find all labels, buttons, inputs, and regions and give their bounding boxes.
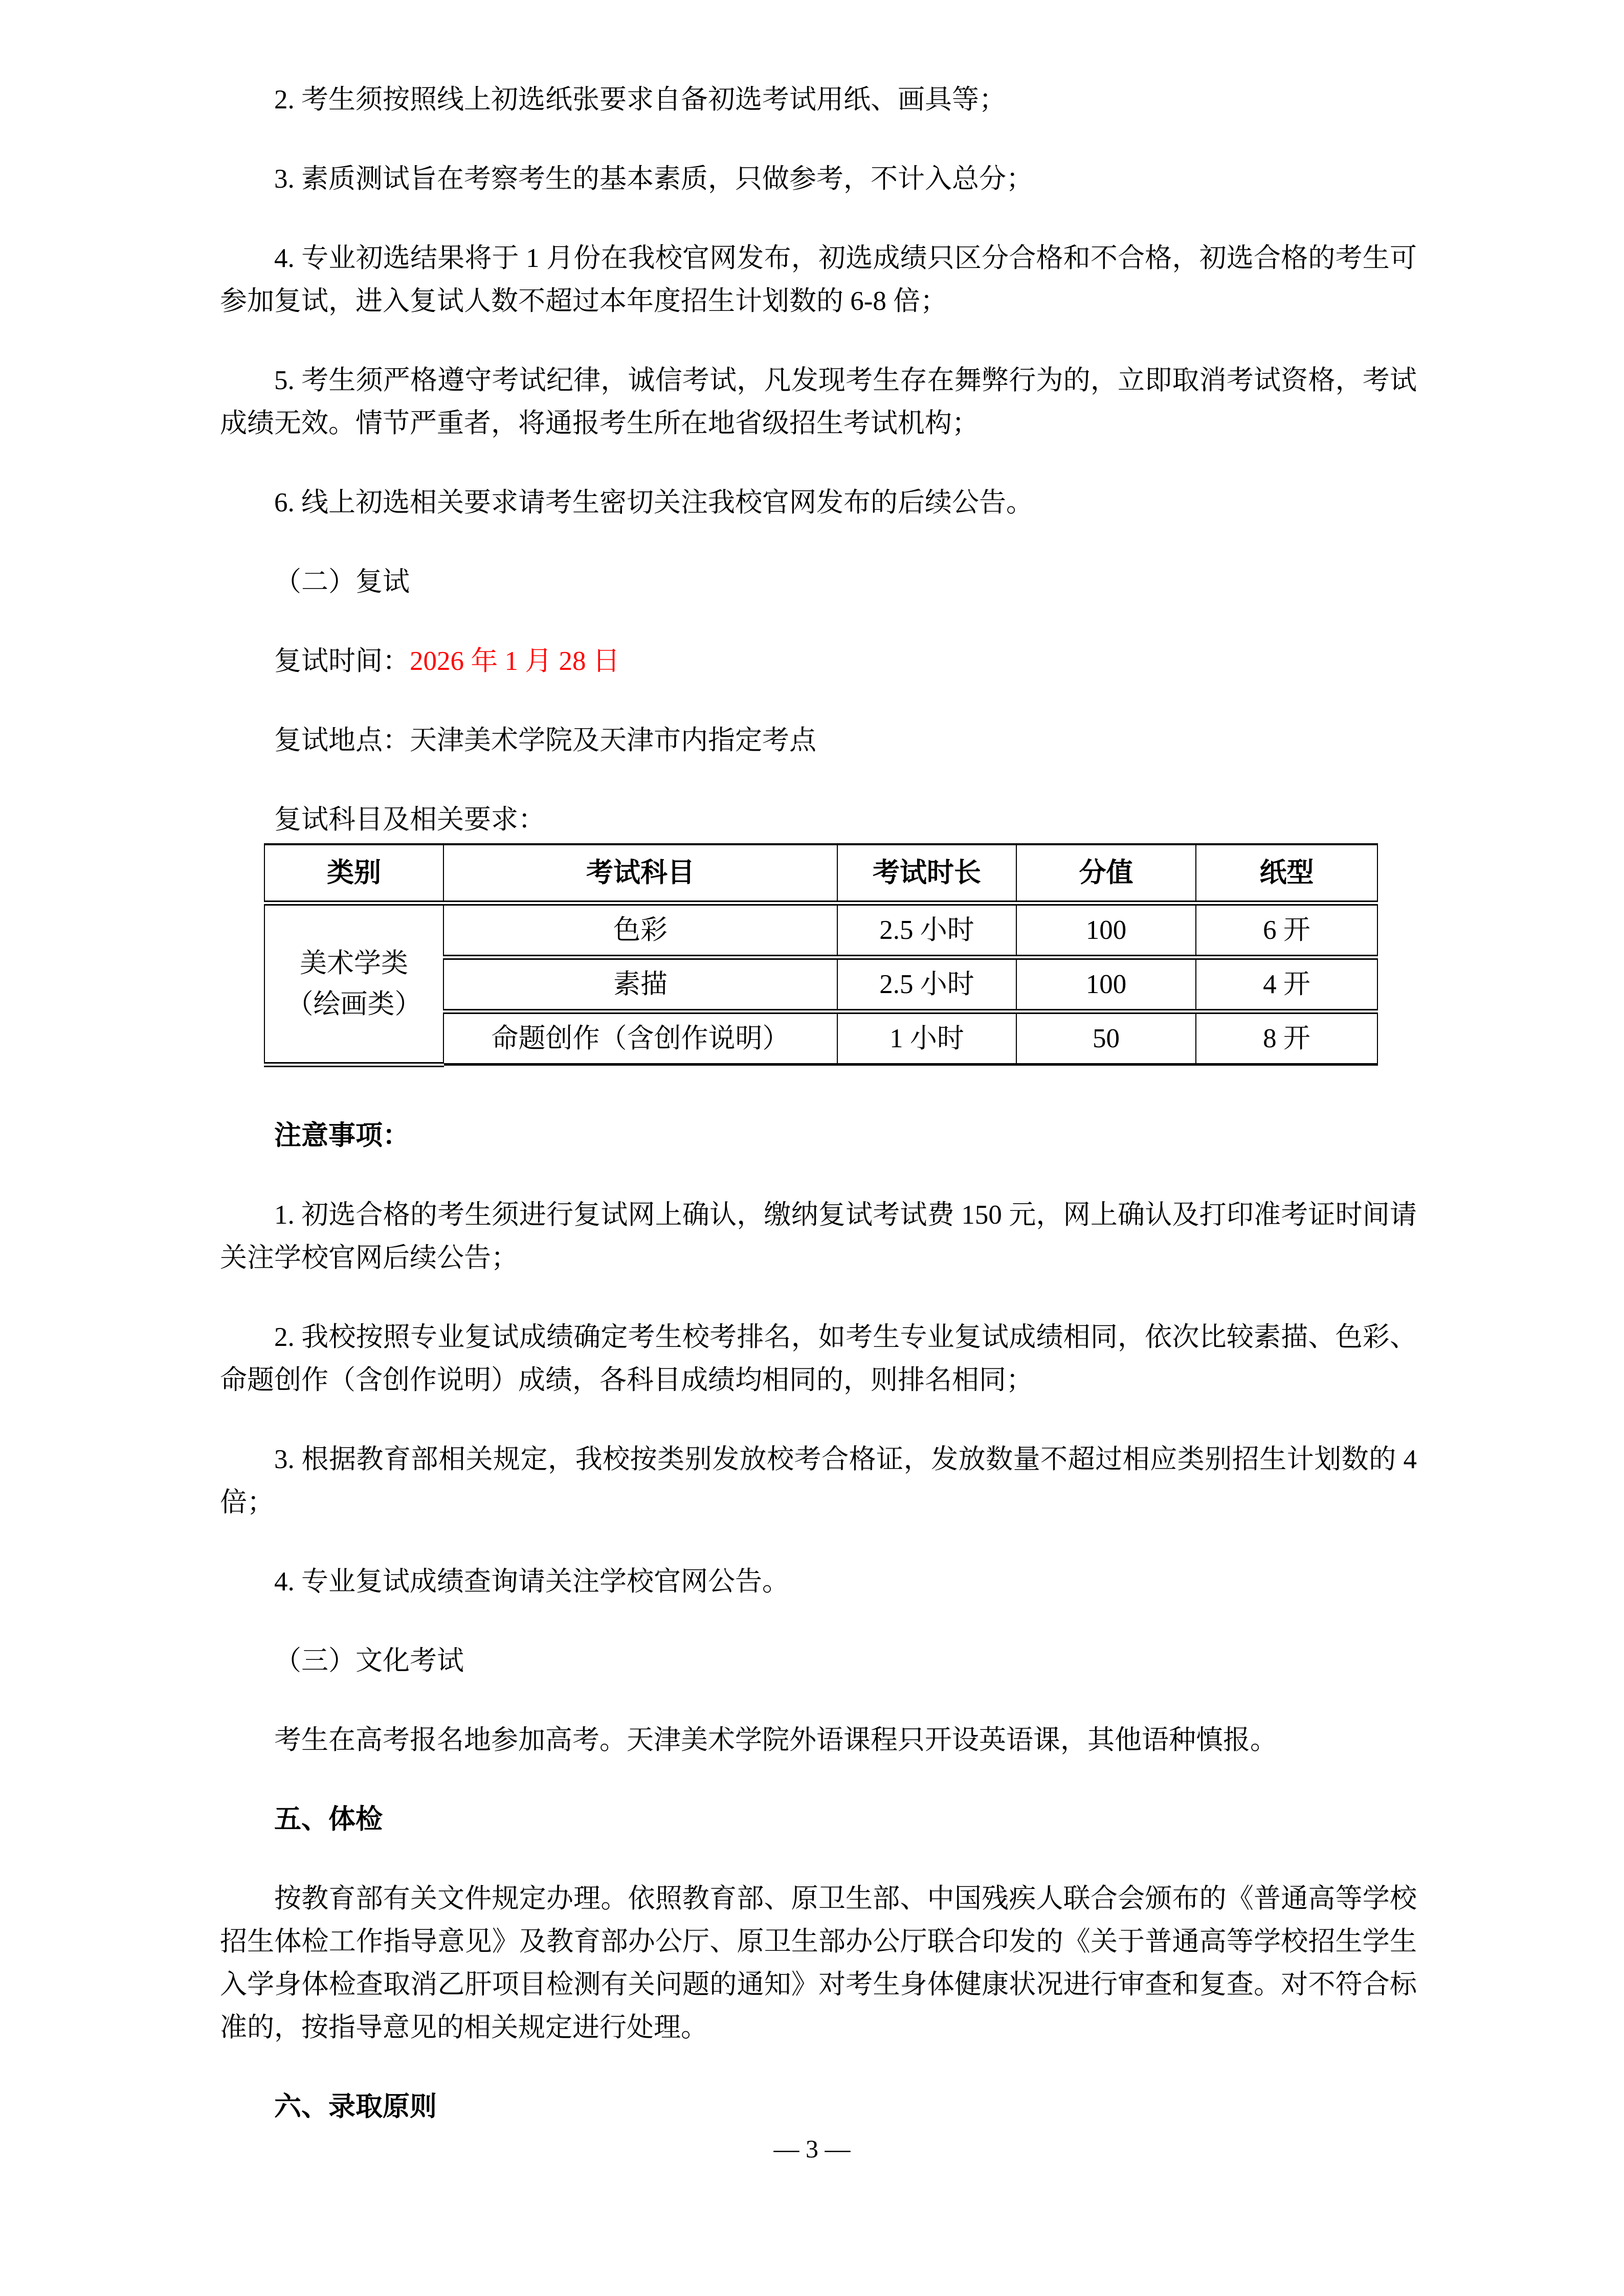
subject-cell: 素描: [443, 957, 837, 1011]
duration-cell: 1 小时: [837, 1011, 1016, 1065]
notes-heading: 注意事项：: [274, 1120, 410, 1151]
category-cell: [264, 903, 443, 1065]
retest-subjects-intro: 复试科目及相关要求：: [274, 805, 545, 835]
culture-paragraph: 考生在高考报名地参加高考。天津美术学院外语课程只开设英语课，其他语种慎报。: [274, 1725, 1277, 1755]
retest-subjects-table: [264, 843, 1378, 1067]
intro-paragraph-2: 2. 考生须按照线上初选纸张要求自备初选考试用纸、画具等；: [274, 85, 1006, 115]
duration-cell: 2.5 小时: [837, 903, 1016, 957]
header-paper: 纸型: [1196, 844, 1377, 903]
culture-section-heading: （三）文化考试: [274, 1646, 464, 1676]
subject-cell: 命题创作（含创作说明）: [443, 1011, 837, 1065]
note-paragraph-2: 2. 我校按照专业复试成绩确定考生校考排名，如考生专业复试成绩相同，依次比较素描、色彩、命题创作（含创作说明）成绩，各科目成绩均相同的，则排名相同；: [220, 1322, 1417, 1395]
physical-section-heading: 五、体检: [274, 1804, 383, 1834]
category-line-2: （绘画类）: [286, 989, 422, 1019]
category-line-1: 美术学类: [300, 948, 408, 978]
note-paragraph-1: 1. 初选合格的考生须进行复试网上确认，缴纳复试考试费 150 元，网上确认及打印准考证时间请关注学校官网后续公告；: [220, 1200, 1417, 1273]
header-duration: 考试时长: [837, 844, 1016, 903]
subject-cell: 色彩: [443, 903, 837, 957]
score-cell: 100: [1016, 957, 1196, 1011]
intro-paragraph-6: 6. 线上初选相关要求请考生密切关注我校官网发布的后续公告。: [274, 488, 1033, 517]
intro-paragraph-5: 5. 考生须严格遵守考试纪律，诚信考试，凡发现考生存在舞弊行为的，立即取消考试资格，考试成绩无效。情节严重者，将通报考生所在地省级招生考试机构；: [220, 366, 1417, 438]
intro-paragraph-3: 3. 素质测试旨在考察考生的基本素质，只做参考，不计入总分；: [274, 164, 1033, 194]
retest-time-label: 复试时间：: [274, 646, 410, 676]
note-paragraph-4: 4. 专业复试成绩查询请关注学校官网公告。: [274, 1566, 789, 1596]
table-row: [264, 903, 1377, 957]
header-category: 类别: [264, 844, 443, 903]
admission-section-heading: 六、录取原则: [274, 2091, 437, 2122]
retest-time-paragraph: [220, 640, 1417, 683]
header-subject: 考试科目: [443, 844, 837, 903]
document-body: [220, 78, 1417, 2165]
page-number: — 3 —: [773, 2134, 851, 2163]
physical-paragraph: 按教育部有关文件规定办理。依照教育部、原卫生部、中国残疾人联合会颁布的《普通高等学校招生体检工作指导意见》及教育部办公厅、原卫生部办公厅联合印发的《关于普通高等学校招生学生入学身体检查取消乙肝项目检测有关问题的通知》对考生身体健康状况进行审查和复查。对不符合标准的，按指导意见的相关规定进行处理。: [220, 1883, 1417, 2042]
table-header-row: [264, 844, 1377, 903]
paper-cell: 6 开: [1196, 903, 1377, 957]
note-paragraph-3: 3. 根据教育部相关规定，我校按类别发放校考合格证，发放数量不超过相应类别招生计划数的 4 倍；: [220, 1444, 1417, 1517]
retest-section-heading: （二）复试: [274, 567, 410, 597]
duration-cell: 2.5 小时: [837, 957, 1016, 1011]
paper-cell: 4 开: [1196, 957, 1377, 1011]
score-cell: 100: [1016, 903, 1196, 957]
retest-time-value: 2026 年 1 月 28 日: [410, 646, 620, 676]
retest-location-paragraph: 复试地点：天津美术学院及天津市内指定考点: [274, 726, 816, 755]
header-score: 分值: [1016, 844, 1196, 903]
paper-cell: 8 开: [1196, 1011, 1377, 1065]
intro-paragraph-4: 4. 专业初选结果将于 1 月份在我校官网发布，初选成绩只区分合格和不合格，初选合格的考生可参加复试，进入复试人数不超过本年度招生计划数的 6-8 倍；: [220, 243, 1417, 316]
score-cell: 50: [1016, 1011, 1196, 1065]
